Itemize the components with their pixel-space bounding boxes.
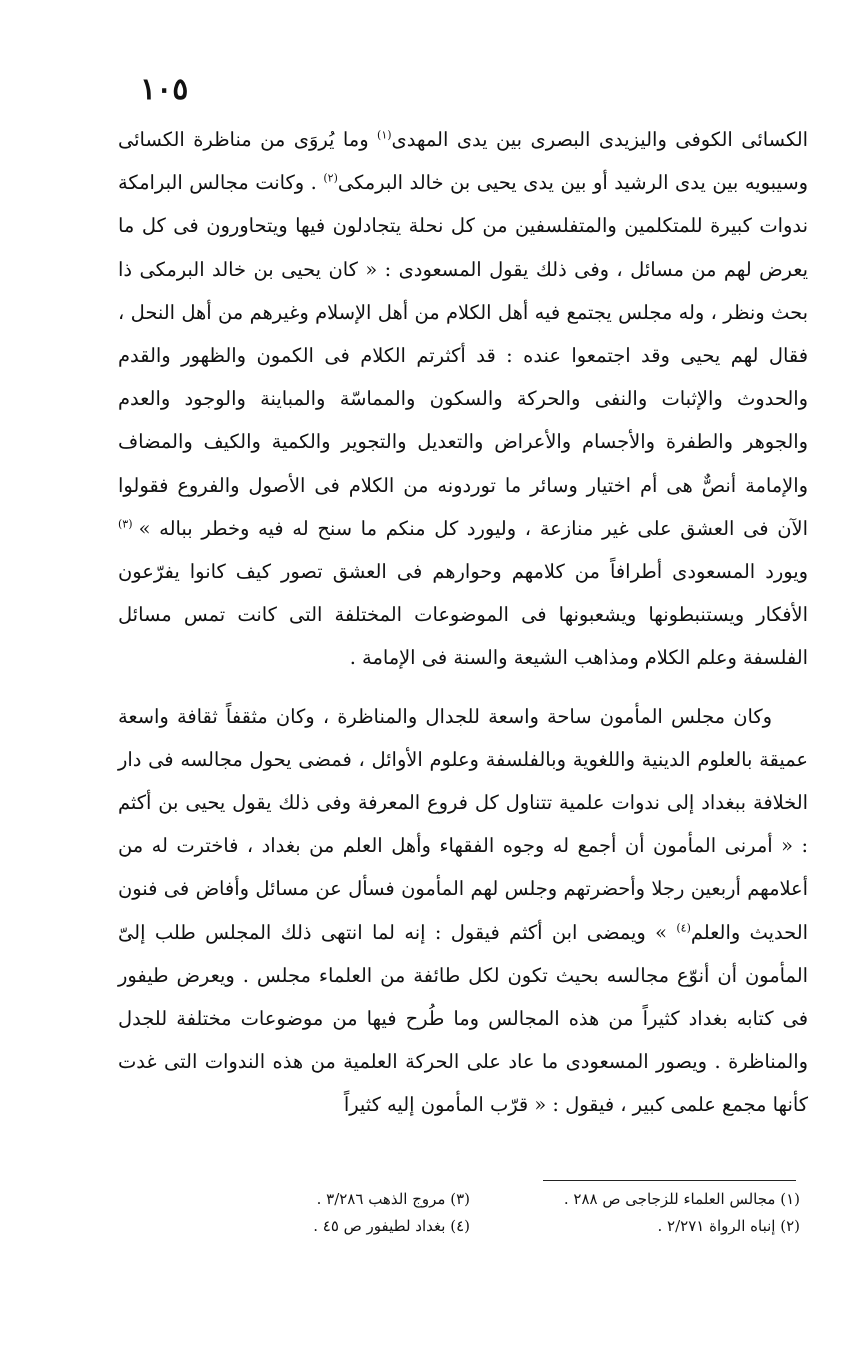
footnote-divider xyxy=(543,1180,796,1181)
paragraph-1-part-4: ويورد المسعودى أطرافاً من كلامهم وحوارهم فى العشق تصور كيف كانوا يفرّعون الأفكار ويستنبطونها ويشعبونها فى الموضوعات المختلفة التى كانت تمس مسائل الفلسفة وعلم الكلام ومذاهب الشيعة والسنة فى الإمامة . xyxy=(118,560,808,670)
paragraph-2-part-2: » ويمضى ابن أكثم فيقول : إنه لما انتهى ذلك المجلس طلب إلىّ المأمون أن أنوّع مجالسه بحيث تكون لكل طائفة من العلماء مجلس . ويعرض طيفور فى كتابه بغداد كثيراً من هذه المجالس وما طُرح فيها من موضوعات مختلفة للجدل والمناظرة . ويصور المسعودى ما عاد على الحركة العلمية من هذه الندوات التى غدت كأنها مجمع علمى كبير ، فيقول : « قرّب المأمون إليه كثيراً xyxy=(118,920,808,1117)
body-text xyxy=(118,118,808,1127)
footnotes xyxy=(200,1186,800,1240)
paragraph-1 xyxy=(118,118,808,680)
paragraph-1-part-1: الكسائى الكوفى واليزيدى البصرى بين يدى المهدى xyxy=(391,128,808,151)
paragraph-1-part-2: وما يُروَى من مناظرة الكسائى وسيبويه بين يدى الرشيد أو بين يدى يحيى بن خالد البرمكى xyxy=(118,128,808,195)
paragraph-2-part-1: وكان مجلس المأمون ساحة واسعة للجدال والمناظرة ، وكان مثقفاً ثقافة واسعة عميقة بالعلوم الدينية واللغوية وبالفلسفة وعلوم الأوائل ، فمضى يحول مجالسه فى دار الخلافة ببغداد إلى ندوات علمية تتناول كل فروع المعرفة وفى ذلك يقول يحيى بن أكثم : « أمرنى المأمون أن أجمع له وجوه الفقهاء وأهل العلم من بغداد ، فاخترت له من أعلامهم أربعين رجلا وأحضرتهم وجلس لهم المأمون فسأل عن مسائل وأفاض فى فنون الحديث والعلم xyxy=(118,704,808,944)
footnote-3: (٣) مروج الذهب ٣/٢٨٦ . xyxy=(316,1190,470,1208)
footnote-4: (٤) بغداد لطيفور ص ٤٥ . xyxy=(313,1217,470,1235)
paragraph-1-part-3: . وكانت مجالس البرامكة ندوات كبيرة للمتكلمين والمتفلسفين من كل نحلة يتجادلون فيها ويتحاورون فى كل ما يعرض لهم من مسائل ، وفى ذلك يقول المسعودى : « كان يحيى بن خالد البرمكى ذا بحث ونظر ، وله مجلس يجتمع فيه أهل الكلام من أهل الإسلام وغيرهم من أهل النحل ، فقال لهم يحيى وقد اجتمعوا عنده : قد أكثرتم الكلام فى الكمون والظهور والقدم والحدوث والإثبات والنفى والحركة والسكون والمماسّة والمباينة والوجود والعدم والجوهر والطفرة والأجسام والأعراض والتعديل والتجوير والكمية والكيف والمضاف والإمامة أنصٌّ هى أم اختيار وسائر ما توردونه من الكلام فى الأصول والفروع فقولوا الآن فى العشق على غير منازعة ، وليورد كل منكم ما سنح له فيه وخطر بباله » xyxy=(118,171,808,540)
paragraph-2 xyxy=(118,695,808,1127)
footnote-ref-1: (١) xyxy=(377,128,392,142)
page-number: ١٠٥ xyxy=(140,72,189,107)
footnote-ref-3: (٣) xyxy=(118,517,139,531)
footnote-ref-4: (٤) xyxy=(676,921,691,935)
footnote-ref-2: (٢) xyxy=(323,171,338,185)
footnote-2: (٢) إنباه الرواة ٢/٢٧١ . xyxy=(657,1217,800,1235)
footnote-1: (١) مجالس العلماء للزجاجى ص ٢٨٨ . xyxy=(563,1190,800,1208)
